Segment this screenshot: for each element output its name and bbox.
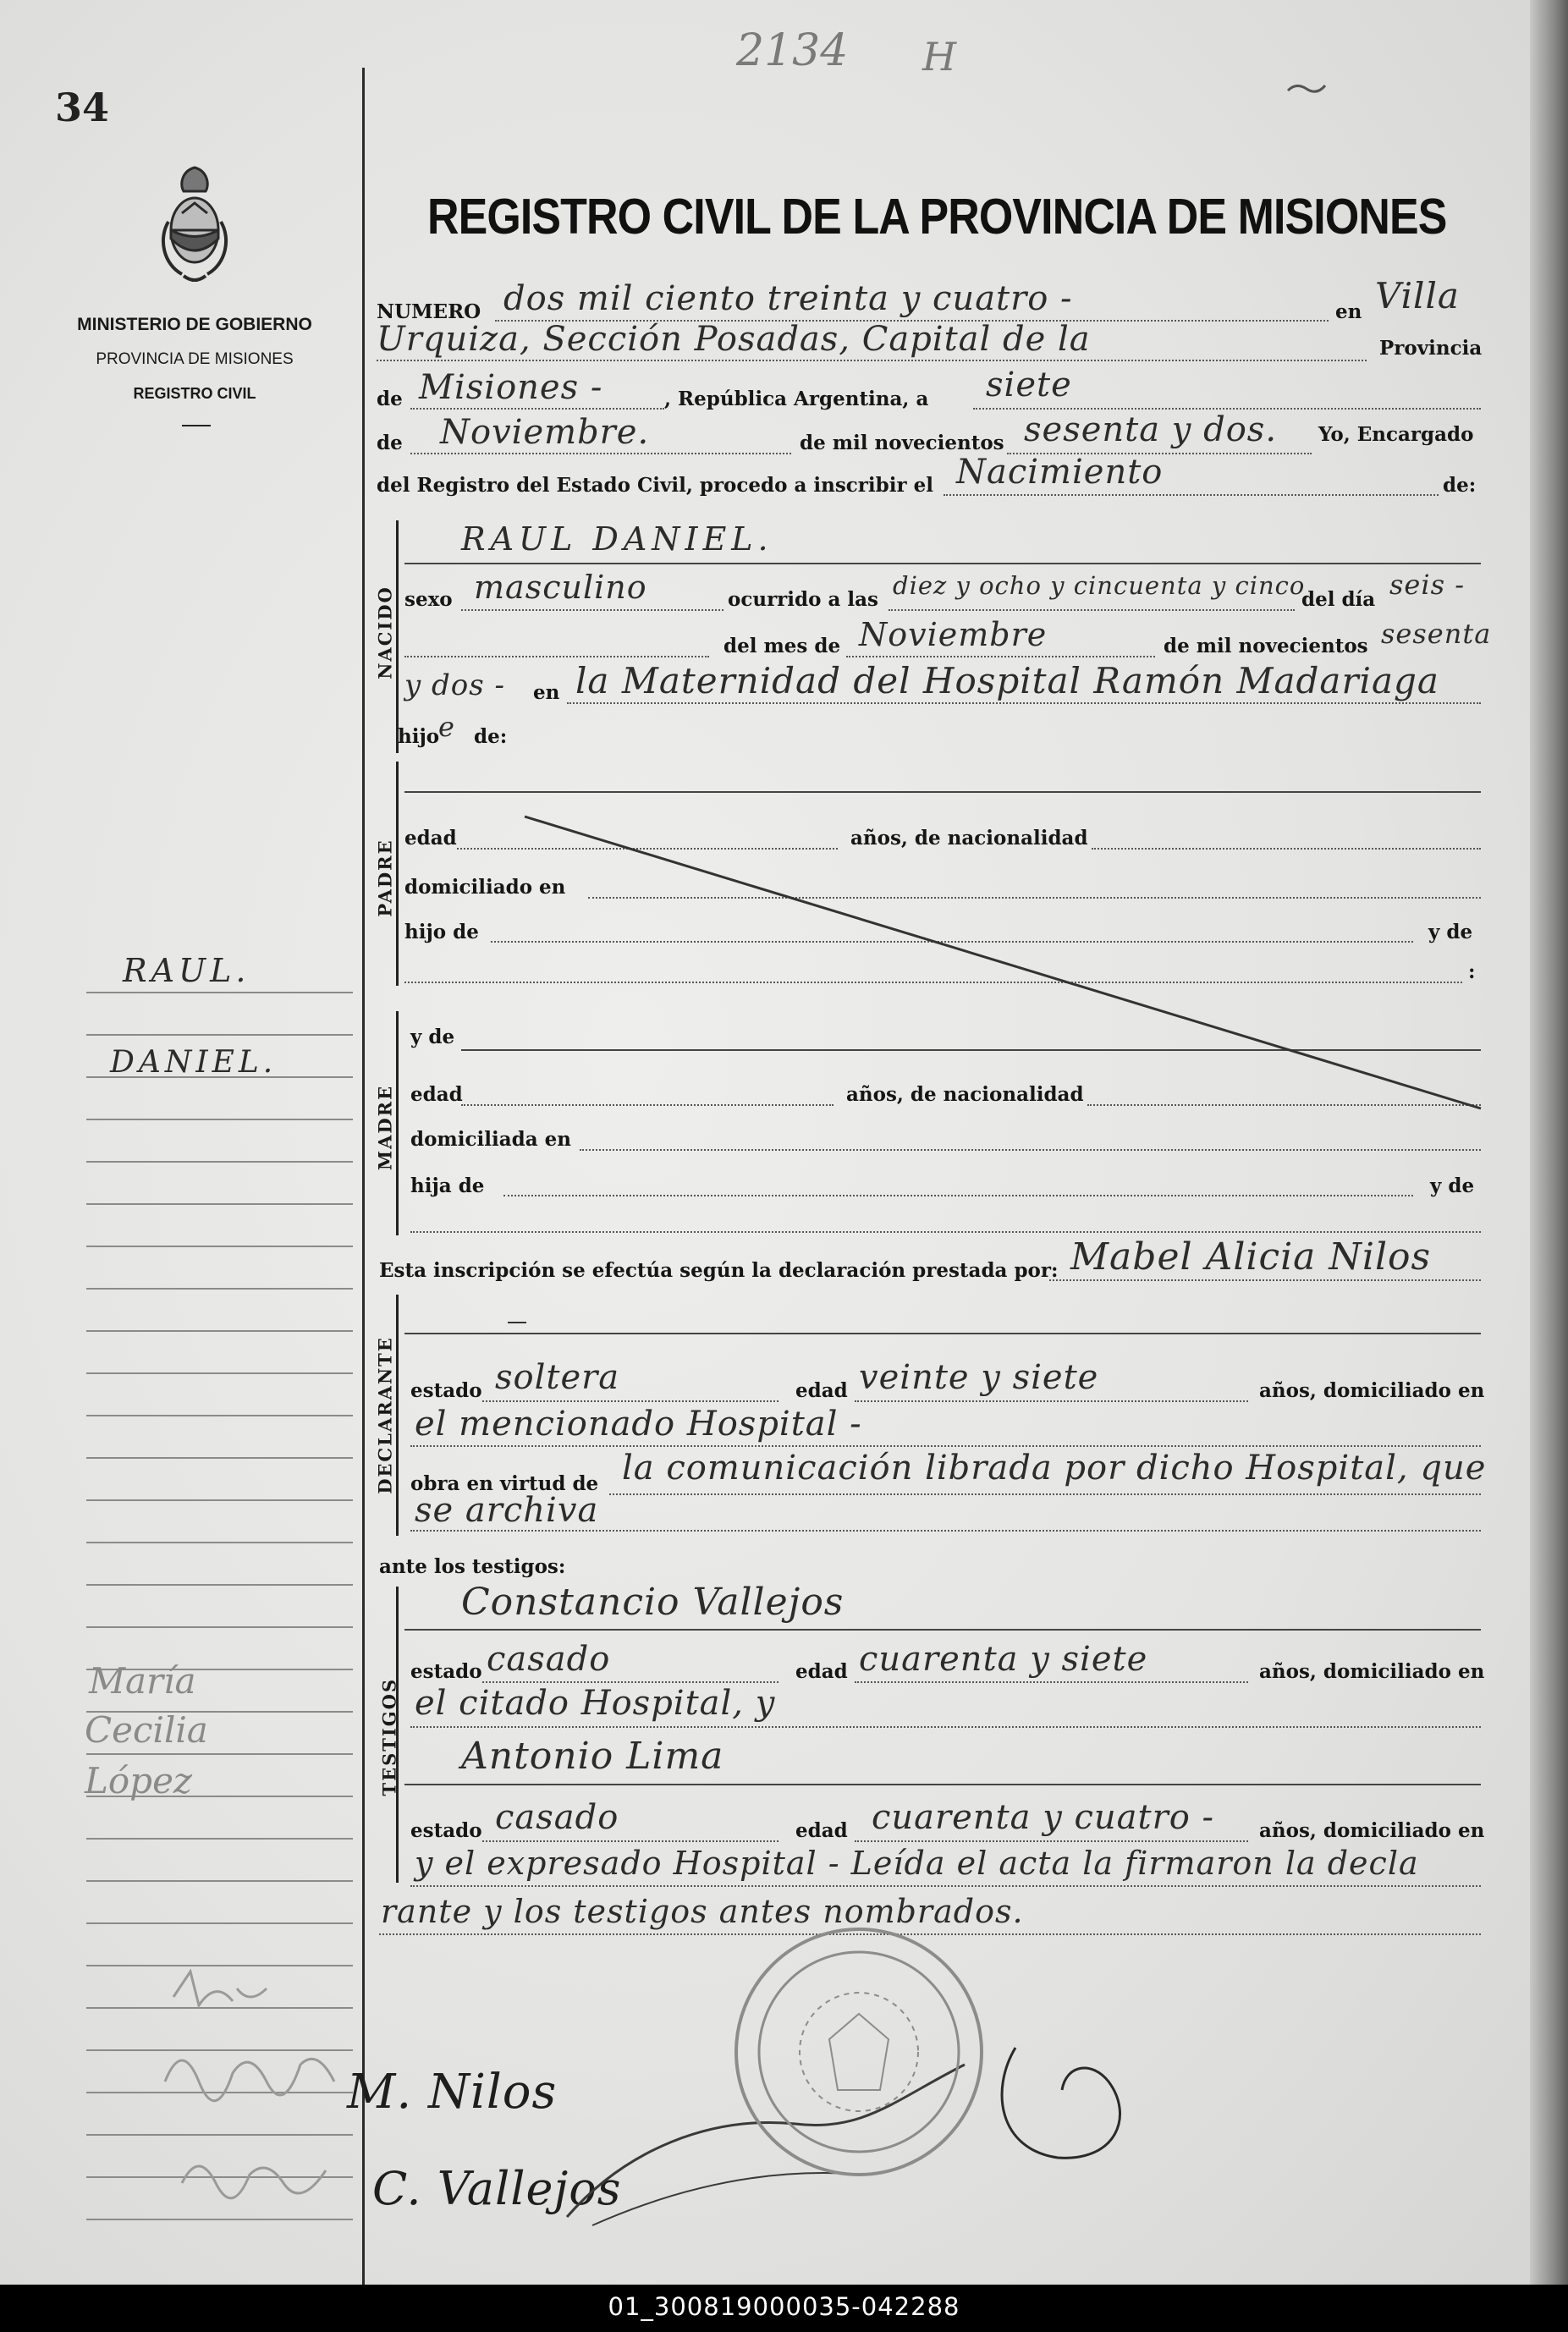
margin-line bbox=[86, 1499, 353, 1501]
padre-label: PADRE bbox=[374, 839, 396, 917]
margin-line bbox=[86, 1203, 353, 1205]
obra-label: obra en virtud de bbox=[410, 1472, 599, 1495]
margin-divider bbox=[362, 68, 365, 2285]
del-registro-label: del Registro del Estado Civil, procedo a inscribir el bbox=[377, 474, 933, 497]
declarante-label: DECLARANTE bbox=[374, 1336, 396, 1494]
margin-line bbox=[86, 1372, 353, 1374]
declarante-dom-line bbox=[410, 1445, 1481, 1447]
closing-value-1: y el expresado Hospital - Leída el acta la firmaron la decla bbox=[415, 1845, 1419, 1882]
archive-letter: H bbox=[922, 34, 957, 80]
hour-value: diez y ocho y cincuenta y cinco bbox=[893, 571, 1306, 600]
t1-edad-value: cuarenta y siete bbox=[859, 1640, 1148, 1679]
margin-line bbox=[86, 1161, 353, 1163]
declarante-dom-value: el mencionado Hospital - bbox=[415, 1405, 862, 1444]
madre-edad-label: edad bbox=[410, 1083, 463, 1106]
t1-estado-line bbox=[482, 1681, 778, 1683]
t1-dom-value: el citado Hospital, y bbox=[415, 1684, 776, 1723]
t1-edad-line bbox=[855, 1681, 1248, 1683]
closing-value-2: rante y los testigos antes nombrados. bbox=[381, 1893, 1024, 1930]
margin-line bbox=[86, 1838, 353, 1840]
testigos-label: TESTIGOS bbox=[378, 1677, 400, 1796]
obra-value-1: la comunicación librada por dicho Hospital, que bbox=[622, 1449, 1487, 1488]
sexo-line bbox=[461, 609, 723, 611]
declaracion-label: Esta inscripción se efectúa según la declaración prestada por: bbox=[379, 1259, 1059, 1282]
month-value: Noviembre. bbox=[440, 413, 650, 452]
de-colon-label: de: bbox=[1443, 474, 1477, 497]
declarante-dash bbox=[508, 1322, 526, 1323]
pencil-note-2: Cecilia bbox=[85, 1709, 208, 1751]
hour-line bbox=[889, 609, 1295, 611]
margin-name-1: RAUL. bbox=[123, 952, 250, 989]
t2-estado-value: casado bbox=[495, 1798, 619, 1837]
padre-colon: : bbox=[1468, 960, 1476, 983]
ministry-registry: REGISTRO CIVIL bbox=[133, 385, 256, 402]
margin-line bbox=[86, 1415, 353, 1416]
padre-nac-label: años, de nacionalidad bbox=[850, 827, 1088, 850]
ministry-dash bbox=[182, 425, 211, 426]
nacido-name-line bbox=[404, 563, 1481, 564]
t2-edad-label: edad bbox=[795, 1819, 848, 1842]
del-dia-label: del día bbox=[1301, 588, 1376, 611]
madre-label: MADRE bbox=[374, 1084, 396, 1171]
padre-dom-label: domiciliado en bbox=[404, 876, 566, 899]
margin-line bbox=[86, 1626, 353, 1628]
tilde-mark bbox=[1286, 80, 1329, 97]
margin-line bbox=[86, 1034, 353, 1036]
signature-2: C. Vallejos bbox=[372, 2162, 622, 2215]
margin-line bbox=[86, 1880, 353, 1882]
ministry-name: MINISTERIO DE GOBIERNO bbox=[77, 315, 312, 334]
margin-line bbox=[86, 1246, 353, 1247]
nacido-bracket bbox=[396, 520, 399, 753]
lugar-value: la Maternidad del Hospital Ramón Madariaga bbox=[575, 660, 1439, 701]
en-lugar-label: en bbox=[533, 681, 560, 704]
margin-line bbox=[86, 992, 353, 993]
t1-dom-label: años, domiciliado en bbox=[1259, 1660, 1485, 1683]
t2-edad-value: cuarenta y cuatro - bbox=[872, 1798, 1215, 1837]
pencil-note-1: María bbox=[89, 1660, 196, 1702]
signature-1: M. Nilos bbox=[347, 2065, 558, 2120]
encargado-label: Yo, Encargado bbox=[1318, 423, 1474, 446]
declarante-dom-label: años, domiciliado en bbox=[1259, 1379, 1485, 1402]
declarante-edad-label: edad bbox=[795, 1379, 848, 1402]
ocurrido-label: ocurrido a las bbox=[728, 588, 878, 611]
pencil-signature-marks bbox=[157, 1963, 377, 2217]
nacido-name: RAUL DANIEL. bbox=[461, 520, 773, 558]
coat-of-arms-icon bbox=[157, 162, 233, 289]
numero-label: NUMERO bbox=[377, 300, 481, 323]
hijo-de-label: de: bbox=[474, 725, 508, 748]
closing-line-1 bbox=[410, 1885, 1481, 1887]
page-number: 34 bbox=[55, 85, 110, 130]
hijo-suffix: e bbox=[438, 711, 455, 743]
declarante-estado-value: soltera bbox=[495, 1358, 620, 1397]
act-value: Nacimiento bbox=[956, 453, 1164, 492]
dia-value: seis - bbox=[1389, 569, 1465, 601]
margin-name-2: DANIEL. bbox=[110, 1045, 278, 1080]
t2-edad-line bbox=[855, 1840, 1248, 1842]
declarante-edad-value: veinte y siete bbox=[859, 1358, 1099, 1397]
margin-line bbox=[86, 1542, 353, 1543]
declarante-estado-line bbox=[482, 1400, 778, 1402]
madre-end-line bbox=[410, 1231, 1481, 1233]
testigo-1-name-line bbox=[404, 1629, 1481, 1631]
place-line bbox=[377, 360, 1367, 361]
anio-value-2: y dos - bbox=[404, 668, 505, 702]
ministry-province: PROVINCIA DE MISIONES bbox=[96, 350, 294, 368]
republica-label: , República Argentina, a bbox=[664, 388, 929, 410]
madre-bracket bbox=[396, 1011, 399, 1235]
t1-estado-label: estado bbox=[410, 1660, 482, 1683]
mes-pre-line bbox=[404, 656, 709, 657]
madre-y-de-label: y de bbox=[410, 1026, 455, 1048]
madre-y-de-end-label: y de bbox=[1430, 1174, 1475, 1197]
book-spine bbox=[1530, 0, 1568, 2285]
declarante-estado-label: estado bbox=[410, 1379, 482, 1402]
year-label: de mil novecientos bbox=[800, 432, 1004, 454]
testigo-2-name-line bbox=[404, 1784, 1481, 1785]
margin-line bbox=[86, 1330, 353, 1332]
place-value-1: Villa bbox=[1375, 275, 1460, 316]
margin-line bbox=[86, 1288, 353, 1290]
t1-dom-line bbox=[410, 1726, 1481, 1728]
declarante-bracket bbox=[396, 1295, 399, 1536]
mes-line bbox=[846, 656, 1155, 657]
margin-line bbox=[86, 1753, 353, 1755]
month-pre-label: de bbox=[377, 432, 403, 454]
footer-bar bbox=[0, 2285, 1568, 2332]
image-id: 01_300819000035-042288 bbox=[608, 2292, 960, 2321]
margin-line bbox=[86, 2219, 353, 2220]
mil-label: de mil novecientos bbox=[1164, 635, 1368, 657]
pencil-note-3: López bbox=[85, 1760, 193, 1801]
de-label: de bbox=[377, 388, 403, 410]
t2-estado-line bbox=[482, 1840, 778, 1842]
madre-hija-line bbox=[503, 1195, 1413, 1196]
obra-value-2: se archiva bbox=[415, 1491, 599, 1530]
madre-hija-label: hija de bbox=[410, 1174, 485, 1197]
testigo-1-name: Constancio Vallejos bbox=[461, 1581, 845, 1624]
anio-value-1: sesenta bbox=[1381, 618, 1492, 650]
obra-line-2 bbox=[410, 1530, 1481, 1532]
del-mes-label: del mes de bbox=[723, 635, 841, 657]
madre-dom-label: domiciliada en bbox=[410, 1128, 571, 1151]
declarante-edad-line bbox=[855, 1400, 1248, 1402]
declaracion-value: Mabel Alicia Nilos bbox=[1070, 1235, 1432, 1279]
numero-value: dos mil ciento treinta y cuatro - bbox=[503, 279, 1073, 318]
margin-line bbox=[86, 1457, 353, 1459]
madre-dom-line bbox=[580, 1149, 1481, 1151]
sexo-label: sexo bbox=[404, 588, 453, 611]
month-line bbox=[410, 453, 791, 454]
t2-estado-label: estado bbox=[410, 1819, 482, 1842]
day-line bbox=[973, 408, 1481, 410]
declarante-name-line bbox=[404, 1333, 1481, 1334]
sexo-value: masculino bbox=[474, 569, 647, 606]
padre-bracket bbox=[396, 762, 399, 986]
province-value: Misiones - bbox=[419, 368, 603, 407]
testigo-2-name: Antonio Lima bbox=[461, 1735, 724, 1778]
margin-line bbox=[86, 1119, 353, 1120]
padre-hijo-de-label: hijo de bbox=[404, 921, 479, 943]
year-value: sesenta y dos. bbox=[1024, 410, 1278, 449]
form-title: REGISTRO CIVIL DE LA PROVINCIA DE MISIONES bbox=[427, 189, 1447, 245]
t1-edad-label: edad bbox=[795, 1660, 848, 1683]
hijo-label: hijo bbox=[398, 725, 440, 748]
t2-dom-label: años, domiciliado en bbox=[1259, 1819, 1485, 1842]
padre-name-line bbox=[404, 791, 1481, 793]
margin-line bbox=[86, 1584, 353, 1586]
registry-seal-stamp bbox=[728, 1921, 990, 2183]
place-value-2: Urquiza, Sección Posadas, Capital de la bbox=[377, 320, 1091, 359]
en-label: en bbox=[1335, 300, 1362, 323]
obra-line-1 bbox=[609, 1493, 1481, 1495]
margin-line bbox=[86, 1922, 353, 1924]
madre-nac-label: años, de nacionalidad bbox=[846, 1083, 1084, 1106]
archive-number: 2134 bbox=[736, 25, 849, 76]
testigos-intro: ante los testigos: bbox=[379, 1555, 566, 1578]
lugar-line bbox=[567, 702, 1481, 704]
t1-estado-value: casado bbox=[487, 1640, 611, 1679]
nacido-label: NACIDO bbox=[374, 586, 396, 679]
act-line bbox=[944, 494, 1439, 496]
padre-y-de-label: y de bbox=[1428, 921, 1473, 943]
day-value: siete bbox=[986, 366, 1072, 404]
declaracion-line bbox=[1049, 1279, 1481, 1281]
province-line bbox=[410, 408, 664, 410]
provincia-label: Provincia bbox=[1379, 337, 1483, 360]
signature-loop bbox=[982, 2031, 1151, 2183]
padre-edad-label: edad bbox=[404, 827, 457, 850]
cancel-stroke bbox=[508, 804, 1489, 1117]
mes-value: Noviembre bbox=[859, 616, 1048, 653]
